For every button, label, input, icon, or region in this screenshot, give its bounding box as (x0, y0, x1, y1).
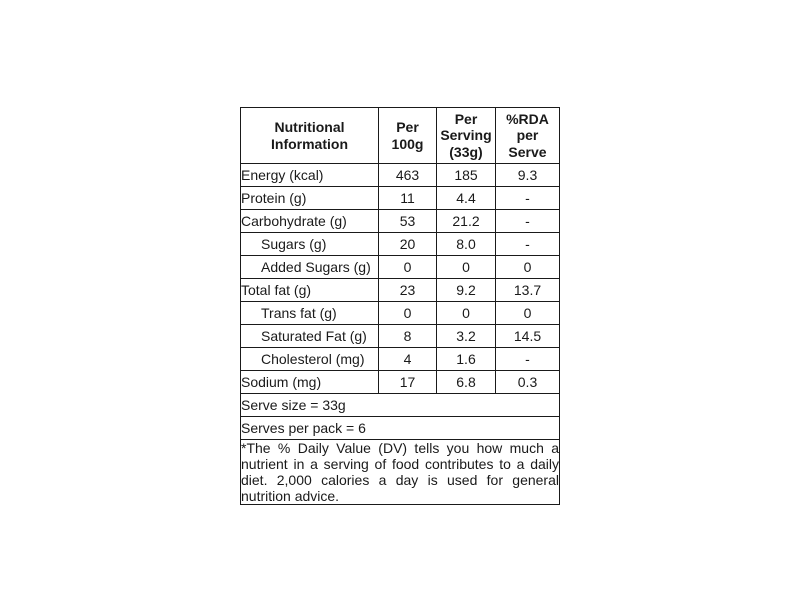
row-per-serving: 185 (437, 164, 496, 187)
footnote: *The % Daily Value (DV) tells you how much a nutrient in a serving of food contributes to a daily diet. 2,000 calories a day is used for general nutrition advice. (241, 440, 559, 505)
row-per-100g: 8 (379, 325, 437, 348)
row-rda: 0 (496, 256, 560, 279)
row-name: Total fat (g) (241, 279, 379, 302)
header-per-serving: Per Serving (33g) (437, 108, 496, 164)
row-per-100g: 20 (379, 233, 437, 256)
row-rda: 0.3 (496, 371, 560, 394)
row-per-serving: 9.2 (437, 279, 496, 302)
row-per-100g: 17 (379, 371, 437, 394)
row-per-serving: 21.2 (437, 210, 496, 233)
row-per-100g: 23 (379, 279, 437, 302)
table-row (241, 348, 560, 371)
row-rda: - (496, 210, 560, 233)
serve-size: Serve size = 33g (241, 394, 560, 417)
row-name: Saturated Fat (g) (241, 325, 379, 348)
row-name: Sodium (mg) (241, 371, 379, 394)
serves-per-pack: Serves per pack = 6 (241, 417, 560, 440)
row-rda: 0 (496, 302, 560, 325)
row-per-serving: 6.8 (437, 371, 496, 394)
row-name: Carbohydrate (g) (241, 210, 379, 233)
row-per-serving: 1.6 (437, 348, 496, 371)
row-rda: 13.7 (496, 279, 560, 302)
nutrition-table (240, 107, 560, 505)
table-row (241, 187, 560, 210)
table-row (241, 164, 560, 187)
serves-per-pack-row (241, 417, 560, 440)
row-name: Trans fat (g) (241, 302, 379, 325)
header-nutritional-information: Nutritional Information (241, 108, 379, 164)
row-rda: 9.3 (496, 164, 560, 187)
row-rda: - (496, 233, 560, 256)
nutrition-label (240, 107, 559, 505)
header-rda-per-serve: %RDA per Serve (496, 108, 560, 164)
table-row (241, 210, 560, 233)
header-per-100g: Per 100g (379, 108, 437, 164)
row-name: Cholesterol (mg) (241, 348, 379, 371)
row-per-serving: 0 (437, 256, 496, 279)
row-name: Sugars (g) (241, 233, 379, 256)
row-name: Added Sugars (g) (241, 256, 379, 279)
row-rda: - (496, 348, 560, 371)
header-row (241, 108, 560, 164)
row-rda: - (496, 187, 560, 210)
row-rda: 14.5 (496, 325, 560, 348)
row-per-100g: 463 (379, 164, 437, 187)
row-per-100g: 11 (379, 187, 437, 210)
row-per-100g: 4 (379, 348, 437, 371)
row-per-100g: 0 (379, 302, 437, 325)
table-row (241, 233, 560, 256)
row-per-serving: 4.4 (437, 187, 496, 210)
table-row (241, 371, 560, 394)
footnote-row (241, 440, 560, 505)
row-name: Protein (g) (241, 187, 379, 210)
row-per-100g: 53 (379, 210, 437, 233)
row-per-serving: 8.0 (437, 233, 496, 256)
table-row (241, 325, 560, 348)
row-per-serving: 0 (437, 302, 496, 325)
row-name: Energy (kcal) (241, 164, 379, 187)
serve-size-row (241, 394, 560, 417)
table-row (241, 279, 560, 302)
table-row (241, 302, 560, 325)
row-per-serving: 3.2 (437, 325, 496, 348)
table-row (241, 256, 560, 279)
row-per-100g: 0 (379, 256, 437, 279)
